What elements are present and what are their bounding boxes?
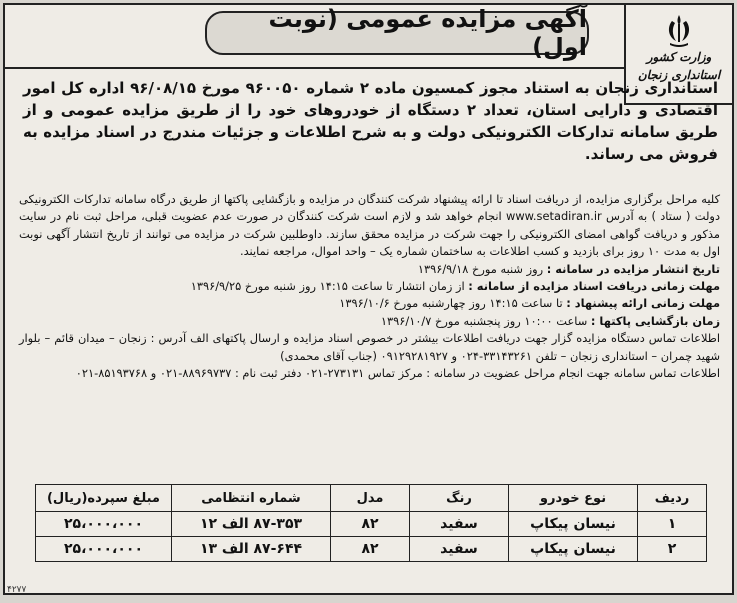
bid-deadline-label: مهلت زمانی ارائه پیشنهاد : <box>566 296 720 311</box>
table-row <box>36 537 707 562</box>
cell: نیسان پیکاپ <box>509 537 638 562</box>
contact-info: اطلاعات تماس دستگاه مزایده گزار جهت دریافت اطلاعات بیشتر در خصوص اسناد مزایده و ارسال پاکتهای الف آدرس : زنجان – میدان قائم – بلوار شهید چمران – استانداری زنجان – تلفن ۳۳۱۴۳۲۶۱-۰۲۴ و ۰۹۱۲۹۲۸۱۹۲۷ (جناب آقای محمدی) <box>19 331 720 363</box>
col-model: مدل <box>331 485 410 512</box>
system-contact-info: اطلاعات تماس سامانه جهت انجام مراحل عضویت در سامانه : مرکز تماس ۲۷۳۱۳۱-۰۲۱ دفتر ثبت نام : ۸۸۹۶۹۷۳۷-۰۲۱ و ۸۵۱۹۳۷۶۸-۰۲۱ <box>75 366 720 381</box>
cell: سفید <box>410 537 509 562</box>
opening-time <box>19 313 720 330</box>
col-plate-number: شماره انتظامی <box>172 485 331 512</box>
cell: ۱ <box>638 512 707 537</box>
website-link[interactable]: www.setadiran.ir <box>506 209 602 224</box>
page-title: آگهی مزایده عمومی (نوبت اول) <box>205 11 589 55</box>
col-color: رنگ <box>410 485 509 512</box>
lead-line: طریق مزایده عمومی و از طریق سامانه تدارکات الکترونیکی دولت و به شرح اطلاعات <box>23 101 718 141</box>
table-header-row <box>36 485 707 512</box>
lead-paragraph <box>23 77 718 165</box>
publish-date-value: روز شنبه مورخ ۱۳۹۶/۹/۱۸ <box>417 261 544 276</box>
cell: ۲ <box>638 537 707 562</box>
document-deadline-value: از زمان انتشار تا ساعت ۱۴:۱۵ روز شنبه مورخ ۱۳۹۶/۹/۲۵ <box>190 279 465 294</box>
procedure-paragraph <box>19 191 720 261</box>
body-text <box>19 191 720 382</box>
document-deadline <box>19 278 720 295</box>
cell: نیسان پیکاپ <box>509 512 638 537</box>
bid-deadline-value: تا ساعت ۱۴:۱۵ روز چهارشنبه مورخ ۱۳۹۶/۱۰/۶ <box>339 296 563 311</box>
cell: سفید <box>410 512 509 537</box>
publish-date <box>19 261 720 278</box>
bid-deadline <box>19 295 720 312</box>
col-vehicle-type: نوع خودرو <box>509 485 638 512</box>
document-deadline-label: مهلت زمانی دریافت اسناد مزایده از سامانه : <box>468 279 720 294</box>
footer-code: ۴۲۷۷ <box>7 585 27 595</box>
opening-time-label: زمان بازگشایی پاکتها : <box>590 313 720 328</box>
cell: ۸۷-۶۴۴ الف ۱۳ <box>172 537 331 562</box>
cell: ۲۵،۰۰۰،۰۰۰ <box>36 512 172 537</box>
procedure-text-cont: انجام خواهد شد و لازم است شرکت کنندگان در صورت عدم عضویت قبلی، مراحل ثبت نام در سایت مذکور و دریافت گواهی امضای الکترونیکی را جهت شرکت در مزایده محقق سازند. داوطلبین شرکت در مزایده می توانند از تاریخ انتشار آگهی نوبت اول به مدت ۱۰ روز برای بازدید و کسب اطلاعات به ساختمان شماره یک – واحد اموال، مراجعه نمایند. <box>19 209 720 259</box>
table-row <box>36 512 707 537</box>
col-row-number: ردیف <box>638 485 707 512</box>
cell: ۸۲ <box>331 512 410 537</box>
opening-time-value: ساعت ۱۰:۰۰ روز پنجشنبه مورخ ۱۳۹۶/۱۰/۷ <box>380 313 588 328</box>
lead-line: و جزئیات مندرج در اسناد مزایده به فروش می رساند. <box>23 123 718 163</box>
cell: ۸۲ <box>331 537 410 562</box>
vehicle-table <box>35 484 707 562</box>
procedure-text: کلیه مراحل برگزاری مزایده، از دریافت اسناد تا ارائه پیشنهاد شرکت کنندگان در مزایده و بازگشایی پاکتها از طریق درگاه سامانه تدارکات الکترونیکی دولت ( ستاد ) به آدرس <box>19 192 721 224</box>
publish-date-label: تاریخ انتشار مزایده در سامانه : <box>546 261 720 276</box>
col-deposit: مبلغ سپرده(ریال) <box>36 485 172 512</box>
advertisement-page <box>3 3 734 595</box>
logo-line1: وزارت کشور <box>646 50 712 64</box>
lead-line: اداره کل امور اقتصادی و دارایی استان، تعداد ۲ دستگاه از خودروهای خود را از <box>23 79 718 119</box>
logo-line2: استانداری زنجان <box>637 68 721 82</box>
lead-line: استانداری زنجان به استناد مجوز کمسیون ماده ۲ شماره ۹۶۰۰۵۰ مورخ ۹۶/۰۸/۱۵ <box>130 79 719 97</box>
cell: ۸۷-۳۵۳ الف ۱۲ <box>172 512 331 537</box>
cell: ۲۵،۰۰۰،۰۰۰ <box>36 537 172 562</box>
emblem-icon <box>664 13 694 47</box>
header <box>5 5 732 82</box>
